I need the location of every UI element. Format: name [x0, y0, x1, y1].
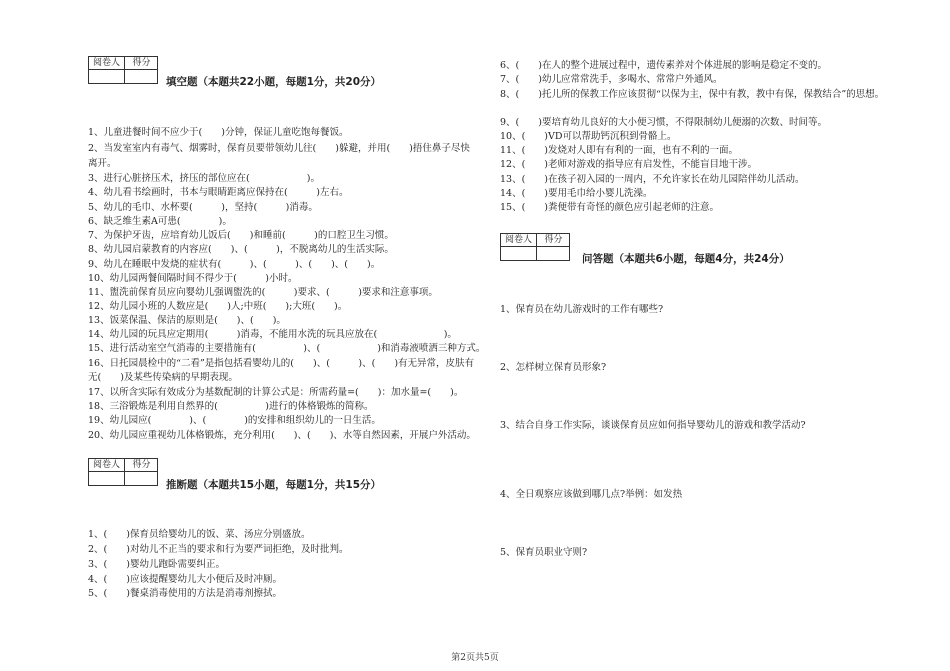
qa-question: 4、全日观察应该做到哪几点?举例：如发热 — [500, 489, 683, 500]
judge-line: 1、( )保育员给婴幼儿的饭、菜、汤应分别盛放。 — [88, 529, 311, 540]
qa-question: 2、怎样树立保育员形象? — [500, 362, 607, 373]
fill-line: 3、进行心脏挤压术，挤压的部位应在( )。 — [88, 173, 320, 184]
fill-line: 5、幼儿的毛巾、水杯要( )，坚持( )消毒。 — [88, 202, 318, 213]
score-box-judge — [88, 458, 158, 486]
page-footer: 第2页共5页 — [451, 653, 499, 663]
qa-question: 3、结合自身工作实际，谈谈保育员应如何指导婴幼儿的游戏和教学活动? — [500, 420, 806, 431]
fill-line: 8、幼儿园启蒙教育的内容应( )、( )，不脱离幼儿的生活实际。 — [88, 244, 394, 255]
judge-line: 3、( )婴幼儿跑卧需要纠正。 — [88, 559, 225, 570]
fill-line: 13、饭菜保温、保洁的原则是( )、( )。 — [88, 315, 286, 326]
score-box-label-score: 得分 — [125, 57, 158, 70]
judge-line: 15、( )粪便带有奇怪的颜色应引起老师的注意。 — [500, 202, 720, 213]
qa-question: 5、保育员职业守则? — [500, 547, 588, 558]
fill-line: 1、儿童进餐时间不应少于( )分钟，保证儿童吃饱每餐饭。 — [88, 127, 349, 138]
score-box-cell-grader — [89, 70, 125, 83]
score-box-cell-grader — [501, 247, 537, 260]
judge-line: 9、( )要培育幼儿良好的大小便习惯，不得限制幼儿便溺的次数、时间等。 — [500, 117, 827, 128]
fill-line: 离开。 — [88, 158, 117, 169]
fill-line: 18、三浴锻炼是利用自然界的( )进行的体格锻炼的简称。 — [88, 401, 374, 412]
score-box-label-grader: 阅卷人 — [89, 57, 125, 70]
judge-line: 7、( )幼儿应常常洗手，多喝水、常常户外通风。 — [500, 74, 723, 85]
judge-line: 11、( )发烧对人即有有利的一面，也有不利的一面。 — [500, 145, 739, 156]
judge-line: 8、( )托儿所的保教工作应该贯彻“以保为主，保中有教，教中有保，保教结合”的思想。 — [500, 89, 885, 100]
qa-question: 1、保育员在幼儿游戏时的工作有哪些? — [500, 304, 664, 315]
fill-line: 16、日托园晨检中的“二看”是指包括看婴幼儿的( )、( )、( )有无异常，皮肤有 — [88, 358, 475, 369]
fill-line: 11、盥洗前保育员应向婴幼儿强调盥洗的( )要求、( )要求和注意事项。 — [88, 287, 438, 298]
judge-line: 13、( )在孩子初入园的一周内，不允许家长在幼儿园陪伴幼儿活动。 — [500, 174, 805, 185]
fill-line: 7、为保护牙齿，应培育幼儿饭后( )和睡前( )的口腔卫生习惯。 — [88, 230, 394, 241]
fill-line: 15、进行活动室空气消毒的主要措施有( )、( )和消毒液喷洒三种方式。 — [88, 343, 486, 354]
score-box-label-grader: 阅卷人 — [501, 234, 537, 247]
score-box-cell-score — [125, 472, 158, 485]
fill-line: 17、以所含实际有效成分为基数配制的计算公式是：所需药量=( )：加水量=( )。 — [88, 387, 464, 398]
qa-section-title: 问答题（本题共6小题，每题4分，共24分） — [582, 253, 790, 265]
judge-line: 6、( )在人的整个进展过程中，遗传素养对个体进展的影响是稳定不变的。 — [500, 60, 827, 71]
score-box-label-score: 得分 — [125, 459, 158, 472]
fill-line: 2、当发室室内有毒气、烟雾时，保育员要带领幼儿往( )躲避，并用( )捂住鼻子尽快 — [88, 143, 470, 154]
fill-line: 12、幼儿园小班的人数应是( )人;中班( );大班( )。 — [88, 301, 348, 312]
fill-line: 4、幼儿看书绘画时，书本与眼睛距离应保持在( )左右。 — [88, 187, 349, 198]
judge-line: 14、( )要用毛巾给小婴儿洗澡。 — [500, 188, 653, 199]
judge-line: 4、( )应该提醒婴幼儿大小便后及时冲厕。 — [88, 574, 282, 585]
score-box-cell-score — [537, 247, 570, 260]
score-box-fill — [88, 56, 158, 84]
fill-line: 20、幼儿园应重视幼儿体格锻炼，充分利用( )、( )、水等自然因素，开展户外活动。 — [88, 430, 476, 441]
score-box-qa — [500, 233, 570, 261]
judge-line: 2、( )对幼儿不正当的要求和行为要严词拒绝，及时批判。 — [88, 544, 349, 555]
judge-line: 12、( )老师对游戏的指导应有启发性，不能盲目地干涉。 — [500, 159, 758, 170]
fill-line: 10、幼儿园两餐间隔时间不得少于( )小时。 — [88, 273, 298, 284]
fill-line: 6、缺乏维生素A可患( )。 — [88, 216, 232, 227]
score-box-cell-grader — [89, 472, 125, 485]
judge-line: 10、( )VD可以帮助钙沉积到骨骼上。 — [500, 131, 677, 142]
judge-line: 5、( )餐桌消毒使用的方法是消毒剂擦拭。 — [88, 588, 282, 599]
score-box-label-score: 得分 — [537, 234, 570, 247]
fill-line: 无( )及某些传染病的早期表现。 — [88, 372, 238, 383]
fill-section-title: 填空题（本题共22小题，每题1分，共20分） — [166, 76, 382, 88]
fill-line: 14、幼儿园的玩具应定期用( )消毒，不能用水洗的玩具应放在( )。 — [88, 329, 457, 340]
fill-line: 9、幼儿在睡眠中发烧的症状有( )、( )、( )、( )。 — [88, 259, 381, 270]
fill-line: 19、幼儿园应( )、( )的安排和组织幼儿的一日生活。 — [88, 415, 381, 426]
score-box-cell-score — [125, 70, 158, 83]
judge-section-title: 推断题（本题共15小题，每题1分，共15分） — [166, 479, 382, 491]
score-box-label-grader: 阅卷人 — [89, 459, 125, 472]
